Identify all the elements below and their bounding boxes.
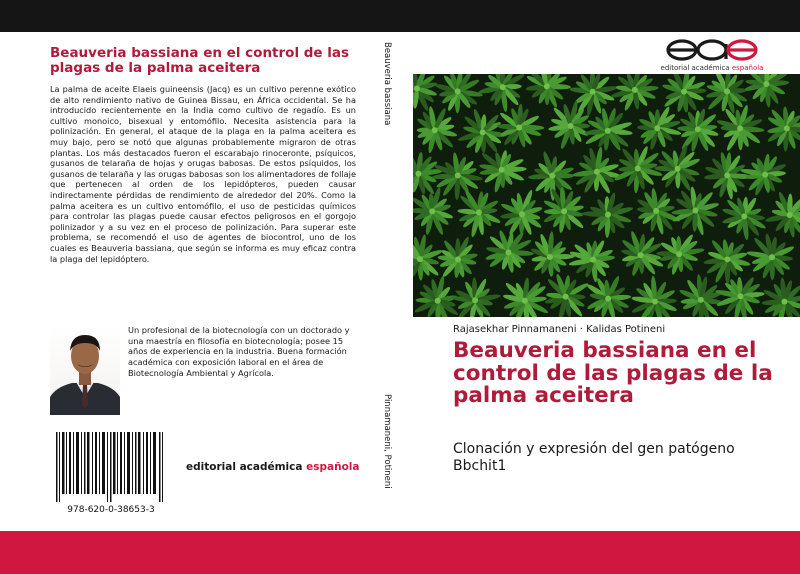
- palm-crown: [656, 233, 705, 275]
- palm-crown: [453, 277, 501, 317]
- publisher-name-main: editorial académica: [186, 461, 307, 473]
- palm-crown: [572, 146, 622, 194]
- palm-crown: [544, 273, 589, 317]
- publisher-name-back: [186, 461, 359, 473]
- palm-crown: [715, 276, 765, 317]
- palm-crown: [762, 277, 800, 317]
- spine-authors: Pinnamaneni, Potineni: [382, 394, 392, 489]
- palm-crown: [528, 151, 575, 201]
- oil-palm-plantation-image: [413, 74, 800, 317]
- palm-crown: [610, 74, 659, 112]
- palm-crown: [530, 231, 575, 277]
- palm-crown: [497, 104, 544, 148]
- palm-crown: [671, 186, 719, 236]
- palm-crown: [765, 191, 800, 238]
- palm-crown: [722, 196, 767, 240]
- palm-crown: [543, 187, 585, 233]
- palm-crown: [637, 106, 682, 151]
- barcode: [52, 432, 170, 522]
- logo-caption-accent: española: [731, 64, 764, 72]
- palm-crown: [586, 275, 632, 317]
- palm-crown: [631, 276, 678, 317]
- palm-crown: [584, 107, 633, 151]
- spine-title: Beauveria bassiana: [382, 42, 392, 126]
- palm-crown: [437, 236, 478, 279]
- palm-crown: [434, 74, 483, 113]
- palm-crown: [703, 239, 751, 285]
- author-bio: Un profesional de la biotecnología con un doctorado y una maestría en filosofía en biotecnología; posee 15 años de experiencia en la industria. Buena formación académica con exposición laboral en el área de Biotecnología Ambiental y Agrícola.: [128, 325, 350, 378]
- palm-crown: [479, 150, 527, 193]
- palm-crown: [746, 233, 795, 280]
- logo-caption-main: editorial académica: [660, 64, 732, 72]
- publisher-name-accent: española: [306, 461, 360, 473]
- palm-crown: [677, 108, 719, 152]
- isbn: 978-620-0-38653-3: [67, 505, 155, 515]
- palm-crown: [526, 74, 571, 109]
- palm-crown: [766, 106, 800, 151]
- palm-crown: [457, 189, 501, 238]
- palm-crown: [500, 189, 543, 236]
- front-cover-subtitle: Clonación y expresión del gen patógeno Bbchit1: [453, 441, 735, 474]
- palm-crown: [582, 192, 634, 238]
- palm-crown: [414, 275, 460, 317]
- front-cover-title: Beauveria bassiana en el control de las plagas de la palma aceitera: [453, 338, 773, 408]
- palm-crown: [568, 239, 615, 282]
- spine: [370, 32, 408, 531]
- palm-crown: [485, 229, 534, 273]
- palm-crown: [413, 74, 438, 112]
- logo-caption: [646, 64, 778, 72]
- bottom-band: [0, 531, 800, 574]
- back-cover-title: Beauveria bassiana en el control de las plagas de la palma aceitera: [50, 45, 350, 76]
- palm-crown: [654, 144, 701, 192]
- palm-crown: [502, 277, 549, 317]
- palm-crown: [457, 108, 506, 154]
- palm-crown: [744, 74, 790, 108]
- palm-crown: [416, 106, 458, 154]
- barcode-icon: [56, 432, 166, 502]
- palm-crown: [478, 74, 526, 112]
- top-band: [0, 0, 800, 32]
- back-cover-description: La palma de aceite Elaeis guineensis (Jacq) es un cultivo perenne exótico de alto rendimiento nativo de Guinea Bissau, en África occidental. Se ha introducido recientemente en la India como cultivo de regadío. Es un cultivo monoico, bisexual y entomófilo. Necesita asistencia para la polinización. En general, el ataque de la plaga en la palma aceitera es muy bajo, pero se notó que algunas probablemente migraron de otras plantas. Los más destacados fueron el escarabajo rinoceronte, psíquicos, gusanos de telaraña de hojas y orugas babosas. De estos psíquidos, los gusanos de telaraña y las orugas babosas son los alimentadores de follaje que pertenecen al orden de los lepidópteros, pueden causar indirectamente pérdidas de rendimiento de alrededor del 20%. Como la palma aceitera es un cultivo entomófilo, el uso de pesticidas químicos para controlar las plagas puede causar efectos peligrosos en el gorgojo polinizador y a su vez en el proceso de polinización. Para superar este problema, se recomendó el uso de agentes de biocontrol, uno de los cuales es Beauveria bassiana, que según se informa es muy eficaz contra la plaga del lepidóptero.: [50, 84, 356, 264]
- front-cover-authors: Rajasekhar Pinnamaneni · Kalidas Potineni: [453, 324, 666, 335]
- palm-crown: [705, 74, 748, 114]
- author-photo: [50, 325, 120, 415]
